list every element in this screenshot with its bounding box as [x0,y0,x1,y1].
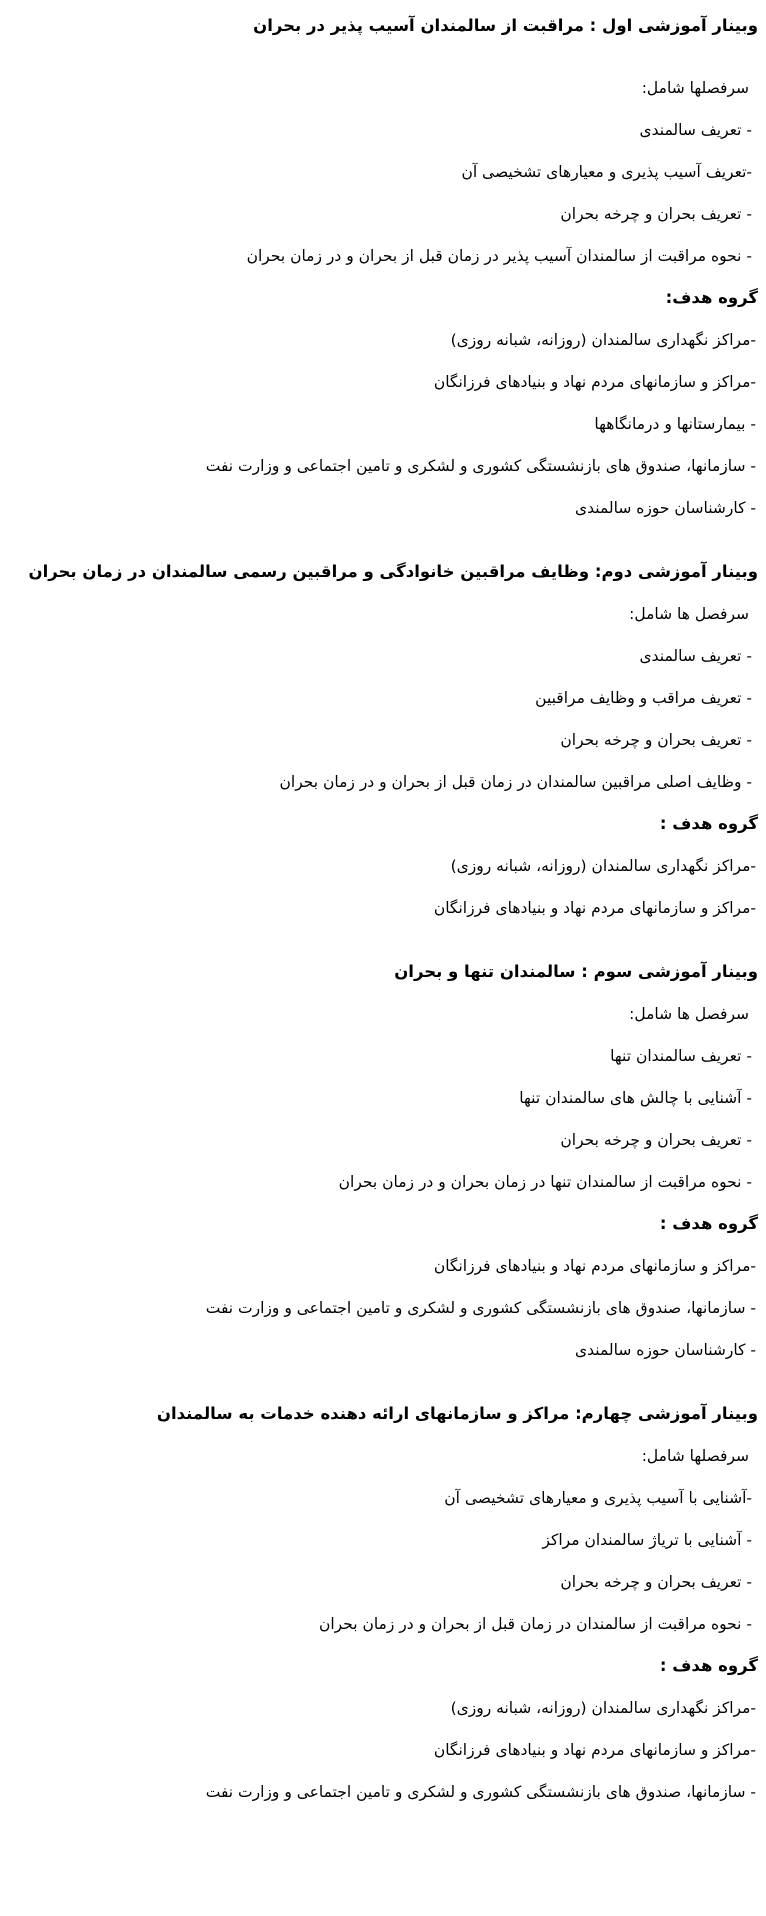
audience-item: - کارشناسان حوزه سالمندی [575,1341,756,1359]
audience-label: گروه هدف: [665,288,758,307]
audience-item: -مراکز نگهداری سالمندان (روزانه، شبانه روزی) [450,1699,756,1717]
topics-label: سرفصلها شامل: [641,1447,749,1465]
topic-item: - تعریف سالمندان تنها [610,1047,752,1065]
topics-label: سرفصل ها شامل: [629,605,749,623]
audience-label: گروه هدف : [659,1656,758,1675]
audience-item: - کارشناسان حوزه سالمندی [575,499,756,517]
topic-item: - نحوه مراقبت از سالمندان آسیب پذیر در زمان قبل از بحران و در زمان بحران [246,247,752,265]
audience-item: -مراکز و سازمانهای مردم نهاد و بنیادهای فرزانگان [433,1741,756,1759]
section-title: وبینار آموزشی دوم: وظایف مراقبین خانوادگی و مراقبین رسمی سالمندان در زمان بحران [28,562,758,581]
topic-item: - آشنایی با تریاژ سالمندان مراکز [542,1531,752,1549]
topic-item: - نحوه مراقبت از سالمندان تنها در زمان بحران و در زمان بحران [338,1173,752,1191]
topic-item: - تعریف بحران و چرخه بحران [560,1131,752,1149]
topic-item: - تعریف بحران و چرخه بحران [560,731,752,749]
topic-item: - تعریف بحران و چرخه بحران [560,205,752,223]
section-title: وبینار آموزشی اول : مراقبت از سالمندان آسیب پذیر در بحران [253,16,758,35]
audience-item: -مراکز و سازمانهای مردم نهاد و بنیادهای فرزانگان [433,1257,756,1275]
audience-item: -مراکز و سازمانهای مردم نهاد و بنیادهای فرزانگان [433,373,756,391]
audience-item: - سازمانها، صندوق های بازنشستگی کشوری و لشکری و تامین اجتماعی و وزارت نفت [205,1783,756,1801]
topic-item: -تعریف آسیب پذیری و معیارهای تشخیصی آن [461,163,752,181]
section-title: وبینار آموزشی چهارم: مراکز و سازمانهای ارائه دهنده خدمات به سالمندان [156,1404,758,1423]
topic-item: - تعریف سالمندی [639,647,752,665]
section-title: وبینار آموزشی سوم : سالمندان تنها و بحران [394,962,758,981]
topics-label: سرفصل ها شامل: [629,1005,749,1023]
topic-item: - تعریف مراقب و وظایف مراقبین [535,689,752,707]
topic-item: - آشنایی با چالش های سالمندان تنها [519,1089,752,1107]
topic-item: -آشنایی با آسیب پذیری و معیارهای تشخیصی آن [444,1489,752,1507]
webinar-section-4 [0,1404,766,1802]
audience-item: - سازمانها، صندوق های بازنشستگی کشوری و لشکری و تامین اجتماعی و وزارت نفت [205,1299,756,1317]
topic-item: - نحوه مراقبت از سالمندان در زمان قبل از بحران و در زمان بحران [318,1615,752,1633]
webinar-section-3 [0,962,766,1360]
topic-item: - تعریف بحران و چرخه بحران [560,1573,752,1591]
audience-item: - سازمانها، صندوق های بازنشستگی کشوری و لشکری و تامین اجتماعی و وزارت نفت [205,457,756,475]
audience-item: - بیمارستانها و درمانگاهها [594,415,756,433]
webinar-section-2 [0,562,766,918]
audience-item: -مراکز نگهداری سالمندان (روزانه، شبانه روزی) [450,331,756,349]
topic-item: - وظایف اصلی مراقبین سالمندان در زمان قبل از بحران و در زمان بحران [279,773,752,791]
webinar-section-1 [0,16,766,518]
topic-item: - تعریف سالمندی [639,121,752,139]
topics-label: سرفصلها شامل: [641,79,749,97]
audience-item: -مراکز نگهداری سالمندان (روزانه، شبانه روزی) [450,857,756,875]
audience-item: -مراکز و سازمانهای مردم نهاد و بنیادهای فرزانگان [433,899,756,917]
audience-label: گروه هدف : [659,1214,758,1233]
audience-label: گروه هدف : [659,814,758,833]
